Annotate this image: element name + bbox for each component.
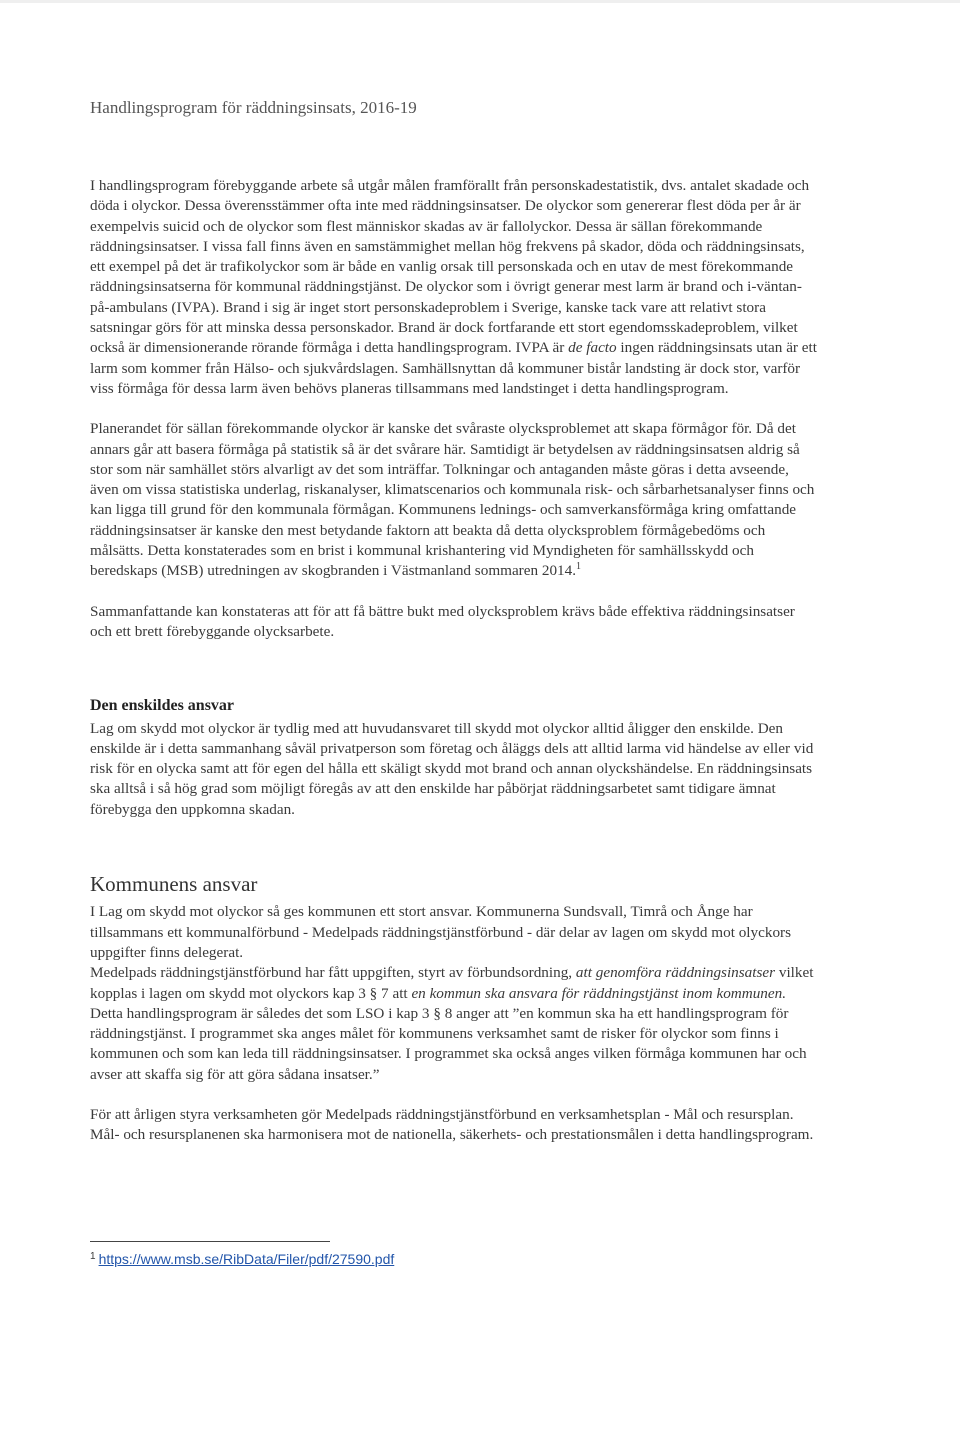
section2-paragraph-2: Medelpads räddningstjänstförbund har fått uppgiften, styrt av förbundsordning, att genomföra räddningsinsatser vilket kopplas i lagen om skydd mot olyckors kap 3 § 7 att en kommun ska ansvara för räddningstjänst inom kommunen. Detta handlingsprogram är således det som LSO i kap 3 § 8 anger att ”en kommun ska ha ett handlingsprogram för räddningstjänst. I programmet ska anges målet för kommunens verksamhet samt de risker för olyckor som finns i kommunen och som kan leda till räddningsinsatser. I programmet ska också anges vilken förmåga kommunen har och avser att skaffa sig för att göra sådana insatser.” [90,964,814,1083]
section1-body: Lag om skydd mot olyckor är tydlig med att huvudansvaret till skydd mot olyckor alltid åligger den enskilde. Den enskilde är i detta sammanhang såväl privatperson som företag och åläggs dels att alltid larma vid händelse av eller vid risk för en olycka samt att för egen del hålla ett skäligt skydd mot brand och annan olyckshändelse. En räddningsinsats ska alltså i så hög grad som möjligt föregås av att den enskilde har påbörjat räddningsarbetet samt tidigare ämnat förebygga den uppkomna skadan. [90,719,814,818]
top-edge-line [0,0,960,3]
page-header: Handlingsprogram för räddningsinsats, 2016-19 [90,98,417,117]
section-heading-enskildes-ansvar: Den enskildes ansvar [90,697,235,715]
footnote [90,1251,394,1267]
intro-paragraph-2: Planerandet för sällan förekommande olyckor är kanske det svåraste olycksproblemet att skapa förmågor för. Då det annars går att basera förmåga på statistik så är det svårare här. Samtidigt är betydelsen av räddningsinsatsen aldrig så stor som när samhället störs alvarligt av det som inträffar. Tolkningar och antaganden måste göras i detta avseende, även om vissa statistiska underlag, riskanalyser, klimatscenarios och kommunala risk- och sårbarhetsanalyser finns och kan ligga till grund för den kommunala förmågan. Kommunens lednings- och samverkansförmåga kring omfattande räddningsinsatser är kanske den mest betydande faktorn att beakta då detta olycksproblem förmågebedöms och målsätts. Detta konstaterades som en brist i kommunal krishantering vid Myndigheten för samhällsskydd och beredskaps (MSB) utredningen av skogbranden i Västmanland sommaren 2014.$^1$ [90,420,815,580]
intro-paragraph-1: I handlingsprogram förebyggande arbete så utgår målen framförallt från personskadestatistik, dvs. antalet skadade och döda i olyckor. Dessa överensstämmer ofta inte med räddningsinsatser. De olyckor som genererar flest döda per år är exempelvis suicid och de olyckor som flest människor skadas av är fallolyckor. Dessa är sällan förekommande räddningsinsatser. I vissa fall finns även en samstämmighet mellan hög frekvens på skador, döda och räddningsinsats, ett exempel på det är trafikolyckor som är både en vanlig orsak till personskada och en utav de mest förekommande räddningsinsatserna för kommunal räddningstjänst. De olyckor som i övrigt generar mest larm är brand och i-väntan-på-ambulans (IVPA). Brand i sig är inget stort personskadeproblem i Sverige, kanske tack vare att relativt stora satsningar görs för att minska dessa personskador. Brand är dock fortfarande ett stort egendomsskadeproblem, vilket också är dimensionerande rörande förmåga i detta handlingsprogram. IVPA är de facto ingen räddningsinsats utan är ett larm som kommer från Hälso- och sjukvårdslagen. Samhällsnyttan då kommuner bistår landsting är dock stor, varför viss förmåga för dessa larm även behövs planeras tillsammans med landstinget i detta handlingsprogram. [90,177,817,397]
footnote-link[interactable]: https://www.msb.se/RibData/Filer/pdf/27590.pdf [98,1251,395,1267]
intro-paragraph-3: Sammanfattande kan konstateras att för att få bättre bukt med olycksproblem krävs både effektiva räddningsinsatser och ett brett förebyggande olycksarbete. [90,602,795,640]
section2-paragraph-1: I Lag om skydd mot olyckor så ges kommunen ett stort ansvar. Kommunerna Sundsvall, Timrå och Ånge har tillsammans ett kommunalförbund - Medelpads räddningstjänstförbund - där delar av lagen om skydd mot olyckors uppgifter finns delegerat. [90,903,792,961]
document-body [90,176,820,1146]
section-heading-kommunens-ansvar: Kommunens ansvar [90,872,258,897]
footnote-divider [90,1241,330,1242]
footnote-number: 1 [90,1251,96,1262]
footnote-ref[interactable]: 1 [576,561,582,573]
section2-paragraph-3: För att årligen styra verksamheten gör Medelpads räddningstjänstförbund en verksamhetsplan - Mål och resursplan. Mål- och resursplanenen ska harmonisera mot de nationella, säkerhets- och prestationsmålen i detta handlingsprogram. [90,1105,814,1144]
